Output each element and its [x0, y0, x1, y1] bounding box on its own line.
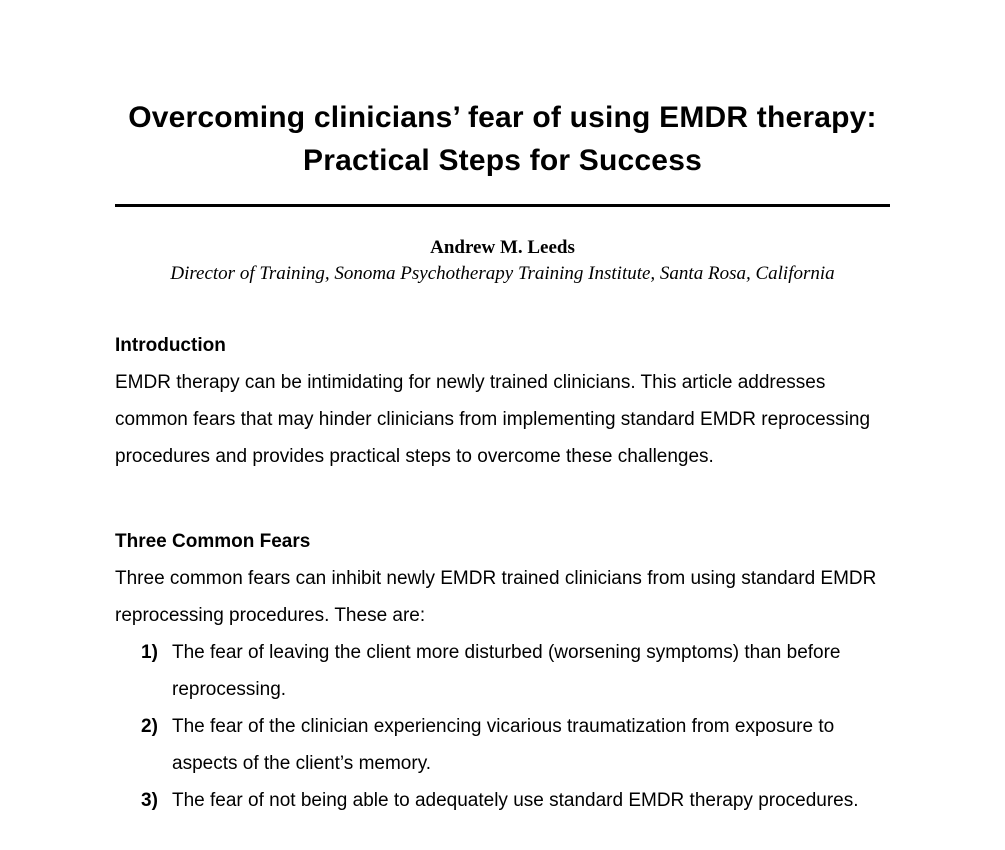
list-item [115, 782, 890, 819]
list-item [115, 634, 890, 708]
list-item-marker: 3) [141, 790, 158, 811]
fears-list [115, 634, 890, 819]
byline [115, 235, 890, 287]
author-affiliation: Director of Training, Sonoma Psychotherapy Training Institute, Santa Rosa, California [170, 263, 835, 284]
list-item-marker: 1) [141, 642, 158, 663]
list-item-text: The fear of the clinician experiencing vicarious traumatization from exposure to aspects of the client’s memory. [172, 716, 835, 774]
section-three-common-fears [115, 523, 890, 819]
title-divider [115, 204, 890, 207]
page-title [115, 0, 890, 182]
author-name: Andrew M. Leeds [430, 237, 575, 258]
list-item-marker: 2) [141, 716, 158, 737]
section-body-three-common-fears: Three common fears can inhibit newly EMDR trained clinicians from using standard EMDR reprocessing procedures. These are: [115, 568, 877, 626]
section-body-introduction: EMDR therapy can be intimidating for newly trained clinicians. This article addresses common fears that may hinder clinicians from implementing standard EMDR reprocessing procedures and provides practical steps to overcome these challenges. [115, 372, 871, 467]
list-item [115, 708, 890, 782]
page-title-line1: Overcoming clinicians’ fear of using EMDR therapy: [128, 101, 877, 134]
page-title-line2: Practical Steps for Success [303, 144, 702, 177]
list-item-text: The fear of not being able to adequately use standard EMDR therapy procedures. [172, 790, 859, 811]
section-introduction [115, 327, 890, 475]
list-item-text: The fear of leaving the client more disturbed (worsening symptoms) than before reprocessing. [172, 642, 841, 700]
section-heading-introduction: Introduction [115, 335, 226, 356]
section-heading-three-common-fears: Three Common Fears [115, 531, 311, 552]
